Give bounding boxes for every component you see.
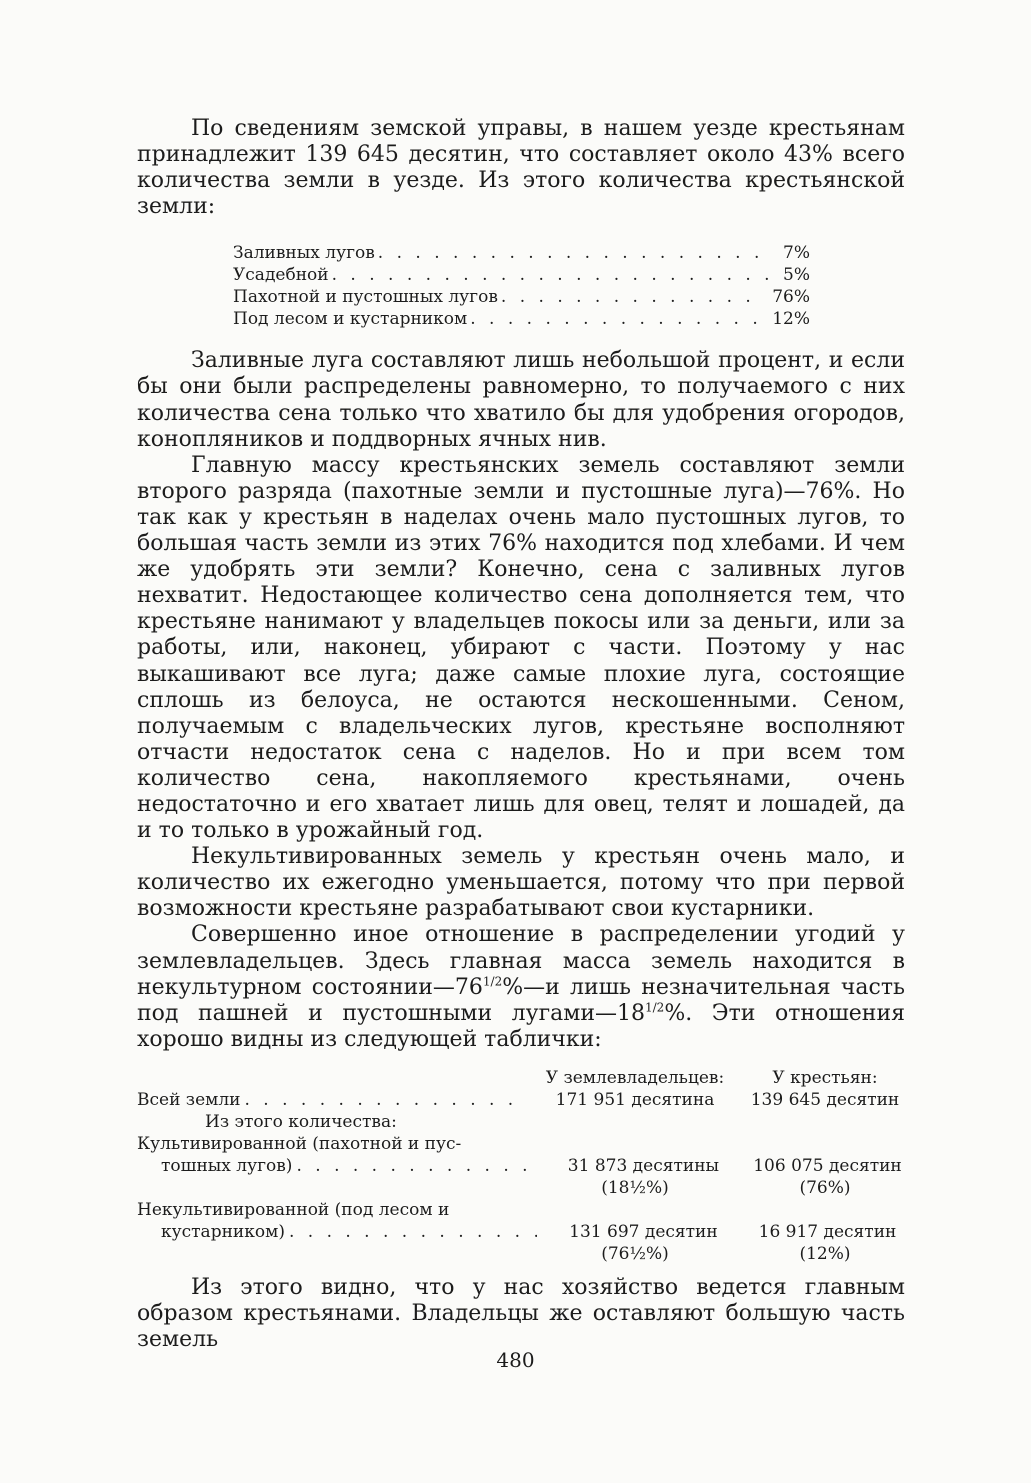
paragraph-3: Главную массу крестьянских земель составляют земли второго разряда (пахотные земли и пустошные луга)—76%. Но так как у крестьян в наделах очень мало пустошных лугов, то большая часть земли из этих 76% находится под хлебами. И чем же удобрять эти земли? Конечно, сена с заливных лугов нехватит. Недостающее количество сена дополняется тем, что крестьяне нанимают у владельцев покосы или за деньги, или за работы, или, наконец, убирают с части. Поэтому у нас выкашивают все луга; даже самые плохие луга, состоящие сплошь из белоуса, не остаются нескошенными. Сеном, получаемым с владельческих лугов, крестьяне восполняют отчасти недостаток сена с наделов. Но и при всем том количество сена, накопляемого крестьянами, очень недостаточно и его хватает лишь для овец, телят и лошадей, да и то только в урожайный год.	[137, 452, 905, 844]
share-value: 5%	[783, 265, 810, 286]
leader-dots	[241, 1089, 526, 1111]
leader-dots	[329, 264, 773, 286]
share-value: 12%	[772, 309, 810, 330]
share-label: Под лесом и кустарником	[233, 309, 468, 330]
table-row-uncultivated-pct	[137, 1243, 905, 1265]
paragraph-6: Из этого видно, что у нас хозяйство ведется главным образом крестьянами. Владельцы же оставляют большую часть земель	[137, 1274, 905, 1353]
share-label: Пахотной и пустошных лугов	[233, 287, 498, 308]
paragraph-1: По сведениям земской управы, в нашем уезде крестьянам принадлежит 139 645 десятин, что составляет около 43% всего количества земли в уезде. Из этого количества крестьянской земли:	[137, 116, 905, 220]
share-row	[233, 242, 810, 264]
table-row-cultivated-pct	[137, 1177, 905, 1199]
fraction-half: 1/2	[645, 1000, 665, 1015]
share-label: Усадебной	[233, 265, 329, 286]
table-row-cultivated	[137, 1155, 905, 1177]
paragraph-5	[137, 922, 905, 1052]
row-label: кустарником)	[161, 1221, 285, 1242]
share-row	[233, 286, 810, 308]
of-which-label: Из этого количества:	[205, 1111, 397, 1132]
share-value: 7%	[783, 243, 810, 264]
row-label: Всей земли	[137, 1089, 241, 1110]
leader-dots	[467, 308, 762, 330]
owners-percent: (18½%)	[601, 1177, 669, 1198]
share-label: Заливных лугов	[233, 243, 375, 264]
table-row-uncultivated	[137, 1221, 905, 1243]
leader-dots	[292, 1155, 536, 1177]
row-label-line: Культивированной (пахотной и пус-	[137, 1133, 462, 1154]
peasants-value: 139 645 десятин	[750, 1089, 900, 1110]
row-label-line: Некультивированной (под лесом и	[137, 1199, 450, 1220]
land-shares-list	[233, 242, 810, 330]
peasants-value: 106 075 десятин	[753, 1155, 902, 1176]
paragraph-2: Заливные луга составляют лишь небольшой процент, и если бы они были распределены равномерно, то получаемого с них количества сена только что хватило бы для удобрения огородов, конопляников и поддворных ячных нив.	[137, 348, 905, 452]
share-row	[233, 264, 810, 286]
paragraph-5-part-a: Совершенно иное отношение в распределении угодий у землевладельцев. Здесь главная масса земель находится в некультурном состоянии—76	[137, 922, 905, 1000]
page-number: 480	[496, 1348, 535, 1372]
share-value: 76%	[772, 287, 810, 308]
fraction-half: 1/2	[482, 974, 503, 989]
share-row	[233, 308, 810, 330]
header-peasants: У крестьян:	[772, 1067, 878, 1088]
paragraph-4: Некультивированных земель у крестьян очень мало, и количество их ежегодно уменьшается, потому что при первой возможности крестьяне разрабатывают свои кустарники.	[137, 844, 905, 922]
owners-value: 31 873 десятины	[567, 1155, 720, 1176]
peasants-percent: (12%)	[799, 1243, 851, 1264]
table-row-total	[137, 1089, 905, 1111]
text-body	[137, 116, 905, 1353]
paragraph-5-part-c: %. Эти отношения хорошо видны из следующей таблички:	[137, 1000, 905, 1052]
header-owners: У землевладельцев:	[545, 1067, 725, 1088]
peasants-percent: (76%)	[799, 1177, 851, 1198]
peasants-value: 16 917 десятин	[758, 1221, 897, 1242]
leader-dots	[285, 1221, 537, 1243]
owners-percent: (76½%)	[601, 1243, 669, 1264]
comparison-header	[137, 1067, 905, 1089]
owners-value: 171 951 десятина	[555, 1089, 715, 1110]
row-label: тошных лугов)	[161, 1155, 293, 1176]
leader-dots	[498, 286, 762, 308]
comparison-table	[137, 1067, 905, 1265]
paragraph-5-part-b: %—и лишь незначительная часть под пашней и пустошными лугами—18	[137, 974, 905, 1026]
leader-dots	[375, 242, 773, 264]
owners-value: 131 697 десятин	[569, 1221, 718, 1242]
